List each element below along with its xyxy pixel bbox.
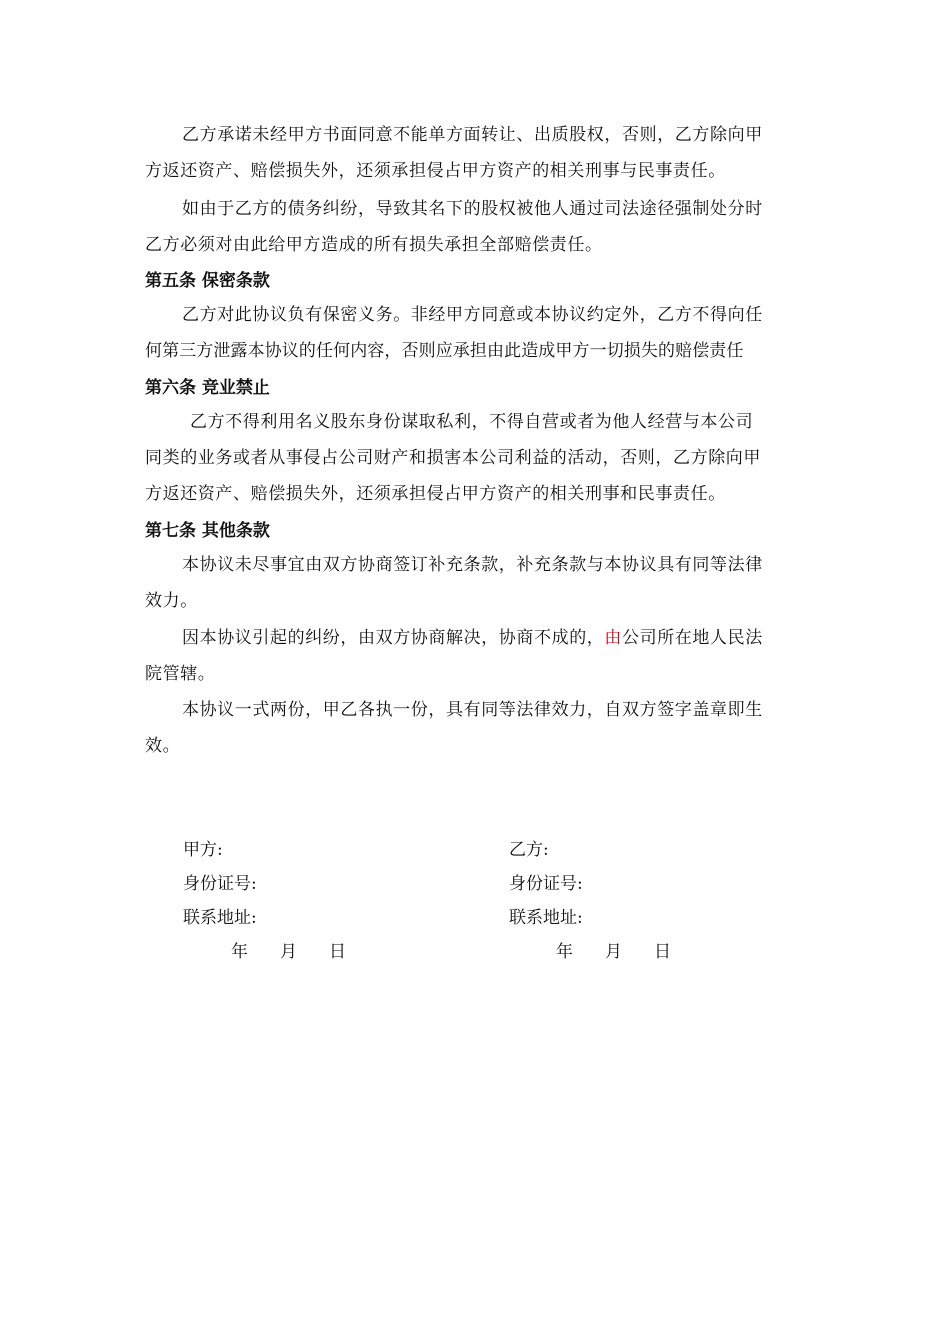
text-segment: 公司所在地人民法 bbox=[622, 628, 763, 648]
text-line: 何第三方泄露本协议的任何内容，否则应承担由此造成甲方一切损失的赔偿责任 bbox=[145, 341, 744, 361]
text-line: 乙方不得利用名义股东身份谋取私利，不得自营或者为他人经营与本公司 bbox=[190, 412, 754, 432]
text-line: 院管辖。 bbox=[145, 664, 216, 684]
day-label: 日 bbox=[329, 942, 346, 962]
party-b-id-label: 身份证号: bbox=[509, 874, 583, 894]
year-label: 年 bbox=[231, 942, 248, 962]
article-6-paragraph bbox=[145, 404, 807, 512]
text-line: 同类的业务或者从事侵占公司财产和损害本公司利益的活动，否则，乙方除向甲 bbox=[145, 448, 761, 468]
text-line: 方返还资产、赔偿损失外，还须承担侵占甲方资产的相关刑事与民事责任。 bbox=[145, 161, 726, 181]
article-7-heading: 第七条 其他条款 bbox=[145, 521, 270, 541]
text-line: 如由于乙方的债务纠纷，导致其名下的股权被他人通过司法途径强制处分时 bbox=[182, 199, 763, 219]
text-line: 效。 bbox=[145, 736, 181, 756]
party-a-id-label: 身份证号: bbox=[183, 874, 257, 894]
text-line: 乙方对此协议负有保密义务。非经甲方同意或本协议约定外，乙方不得向任 bbox=[182, 305, 763, 325]
article-7-paragraph-copies bbox=[145, 692, 807, 764]
text-line: 效力。 bbox=[145, 591, 198, 611]
party-a-address-label: 联系地址: bbox=[183, 908, 257, 928]
party-a-signature-block bbox=[183, 833, 257, 935]
article-7-paragraph-supplement bbox=[145, 547, 807, 619]
paragraph-share-transfer bbox=[145, 117, 807, 189]
party-b-signature-block bbox=[509, 833, 583, 935]
party-a-label: 甲方: bbox=[183, 840, 223, 860]
text-line: 乙方承诺未经甲方书面同意不能单方面转让、出质股权，否则，乙方除向甲 bbox=[182, 125, 763, 145]
party-b-date bbox=[556, 935, 671, 969]
party-b-address-label: 联系地址: bbox=[509, 908, 583, 928]
party-a-date bbox=[231, 935, 346, 969]
article-5-paragraph bbox=[145, 297, 807, 369]
paragraph-debt-dispute bbox=[145, 191, 807, 263]
article-5-heading: 第五条 保密条款 bbox=[145, 271, 270, 291]
highlighted-text: 由 bbox=[604, 628, 623, 648]
year-label: 年 bbox=[556, 942, 573, 962]
party-b-label: 乙方: bbox=[509, 840, 549, 860]
text-segment: 因本协议引起的纠纷，由双方协商解决，协商不成的， bbox=[182, 628, 605, 648]
month-label: 月 bbox=[280, 942, 297, 962]
article-7-paragraph-dispute bbox=[145, 620, 807, 692]
month-label: 月 bbox=[605, 942, 622, 962]
text-line: 本协议未尽事宜由双方协商签订补充条款，补充条款与本协议具有同等法律 bbox=[182, 555, 763, 575]
article-6-heading: 第六条 竞业禁止 bbox=[145, 378, 270, 398]
text-line: 方返还资产、赔偿损失外，还须承担侵占甲方资产的相关刑事和民事责任。 bbox=[145, 484, 726, 504]
day-label: 日 bbox=[654, 942, 671, 962]
text-line bbox=[145, 620, 807, 656]
text-line: 本协议一式两份，甲乙各执一份，具有同等法律效力，自双方签字盖章即生 bbox=[182, 700, 763, 720]
text-line: 乙方必须对由此给甲方造成的所有损失承担全部赔偿责任。 bbox=[145, 235, 603, 255]
